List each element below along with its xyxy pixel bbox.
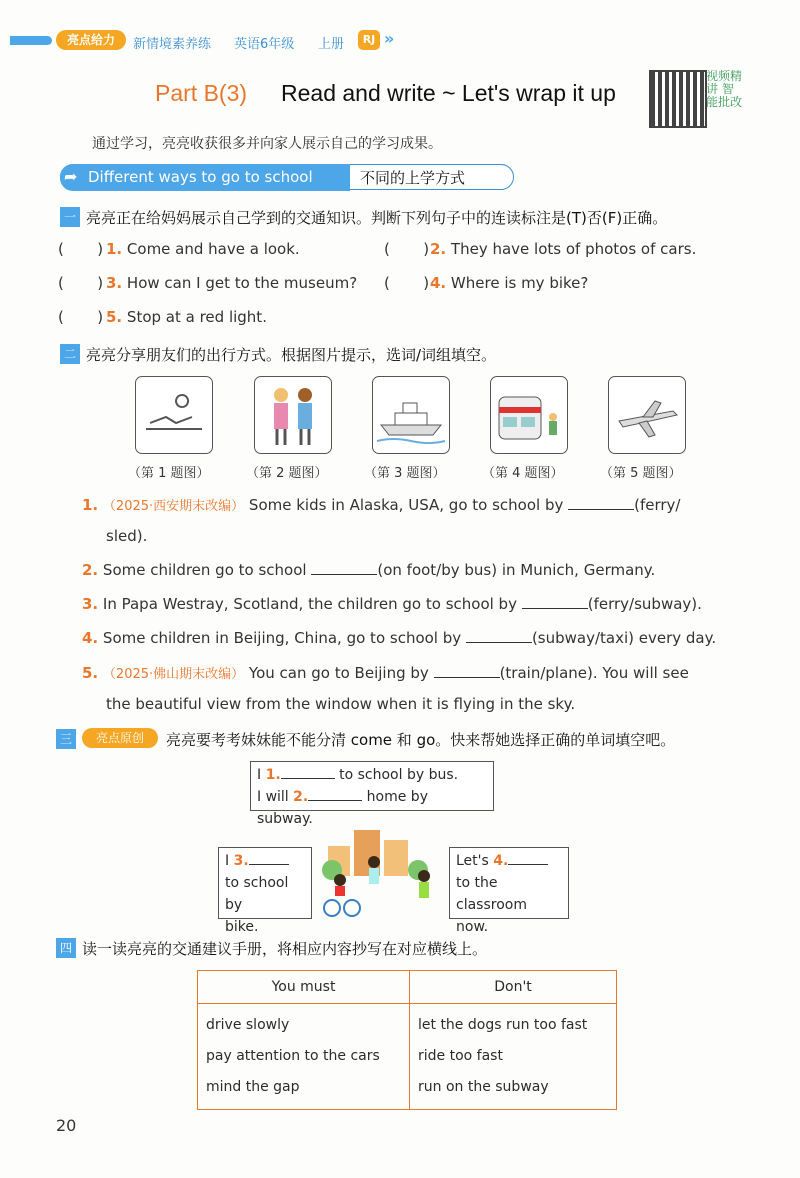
qr-caption: 视频精讲 智能批改: [706, 69, 743, 109]
section-number: 三: [56, 729, 76, 749]
page-number: 20: [56, 1116, 77, 1135]
original-badge: 亮点原创: [82, 728, 158, 748]
list-item: drive slowly: [206, 1017, 290, 1033]
part-label: Part B(3): [155, 80, 248, 106]
fill-item: 3. In Papa Westray, Scotland, the children go to school by (ferry/subway).: [82, 595, 702, 613]
advice-table: [197, 970, 617, 1110]
fill-item: 5. （2025·佛山期末改编） You can go to Beijing by (train/plane). You will see: [82, 664, 689, 682]
list-item: mind the gap: [206, 1079, 300, 1095]
must-list: [198, 1004, 410, 1110]
list-item: pay attention to the cars: [206, 1048, 380, 1064]
section-number: 四: [56, 938, 76, 958]
subject-grade: 英语6年级: [234, 37, 295, 52]
section-instruction: 亮亮正在给妈妈展示自己学到的交通知识。判断下列句子中的连读标注是(T)否(F)正确。: [86, 209, 668, 227]
answer-blank[interactable]: [568, 497, 634, 510]
section-instruction: 亮亮要考考妹妹能不能分清 come 和 go。快来帮她选择正确的单词填空吧。: [166, 731, 676, 749]
list-item: let the dogs run too fast: [418, 1017, 588, 1033]
image-caption: （第 2 题图）: [246, 466, 328, 481]
answer-paren[interactable]: ( ): [384, 240, 430, 258]
fill-item: 1. （2025·西安期末改编） Some kids in Alaska, USA, go to school by (ferry/: [82, 496, 681, 514]
list-item: run on the subway: [418, 1079, 549, 1095]
answer-paren[interactable]: ( ): [58, 240, 104, 258]
intro-text: 通过学习，亮亮收获很多并向家人展示自己的学习成果。: [92, 136, 442, 152]
image-caption: （第 5 题图）: [600, 466, 682, 481]
answer-blank[interactable]: [508, 852, 548, 865]
section-instruction: 读一读亮亮的交通建议手册，将相应内容抄写在对应横线上。: [82, 940, 488, 958]
image-caption: （第 1 题图）: [128, 466, 210, 481]
column-header-dont: Don't: [410, 971, 617, 1004]
question-item: 4. Where is my bike?: [430, 274, 589, 292]
volume-label: 上册: [318, 37, 345, 52]
question-item: 1. Come and have a look.: [106, 240, 300, 258]
list-item: ride too fast: [418, 1048, 503, 1064]
sled-dogs-image: [135, 376, 213, 454]
section-instruction: 亮亮分享朋友们的出行方式。根据图片提示，选词/词组填空。: [86, 346, 497, 364]
theme-english: Different ways to go to school: [60, 164, 350, 191]
fill-item-cont: the beautiful view from the window when it is flying in the sky.: [106, 695, 576, 713]
fill-item: 4. Some children in Beijing, China, go to school by (subway/taxi) every day.: [82, 629, 717, 647]
arrow-icon: ➦: [64, 167, 78, 186]
image-caption: （第 4 题图）: [482, 466, 564, 481]
section-number: 一: [60, 207, 80, 227]
theme-chinese: 不同的上学方式: [360, 169, 466, 187]
subway-train-image: [490, 376, 568, 454]
airplane-image: [608, 376, 686, 454]
walking-kids-image: [254, 376, 332, 454]
question-item: 5. Stop at a red light.: [106, 308, 267, 326]
answer-paren[interactable]: ( ): [58, 308, 104, 326]
answer-blank[interactable]: [281, 766, 335, 779]
page-title: Read and write ~ Let's wrap it up: [281, 80, 616, 106]
ferry-image: [372, 376, 450, 454]
speech-bubble-left: I 3. to school by bike.: [218, 847, 312, 919]
double-chevron-icon: »: [384, 29, 395, 48]
answer-blank[interactable]: [308, 788, 362, 801]
series-name: 新情境素养练: [133, 37, 212, 52]
column-header-must: You must: [198, 971, 410, 1004]
answer-blank[interactable]: [249, 852, 289, 865]
kids-school-illustration: [318, 816, 444, 920]
question-item: 2. They have lots of photos of cars.: [430, 240, 697, 258]
question-item: 3. How can I get to the museum?: [106, 274, 358, 292]
dont-list: [410, 1004, 617, 1110]
image-caption: （第 3 题图）: [364, 466, 446, 481]
answer-paren[interactable]: ( ): [384, 274, 430, 292]
answer-paren[interactable]: ( ): [58, 274, 104, 292]
fill-item: 2. Some children go to school (on foot/by bus) in Munich, Germany.: [82, 561, 656, 579]
speech-bubble-right: Let's 4. to the classroom now.: [449, 847, 569, 919]
qr-code-icon[interactable]: [649, 70, 707, 128]
answer-blank[interactable]: [522, 596, 588, 609]
brand-logo: 亮点给力: [56, 30, 126, 50]
answer-blank[interactable]: [434, 665, 500, 678]
header-accent-bar: [10, 36, 52, 45]
answer-blank[interactable]: [466, 630, 532, 643]
speech-bubble-top: I 1. to school by bus. I will 2. home by subway.: [250, 761, 494, 811]
fill-item-cont: sled).: [106, 527, 148, 545]
section-number: 二: [60, 344, 80, 364]
answer-blank[interactable]: [311, 562, 377, 575]
edition-badge: RJ: [358, 30, 380, 50]
